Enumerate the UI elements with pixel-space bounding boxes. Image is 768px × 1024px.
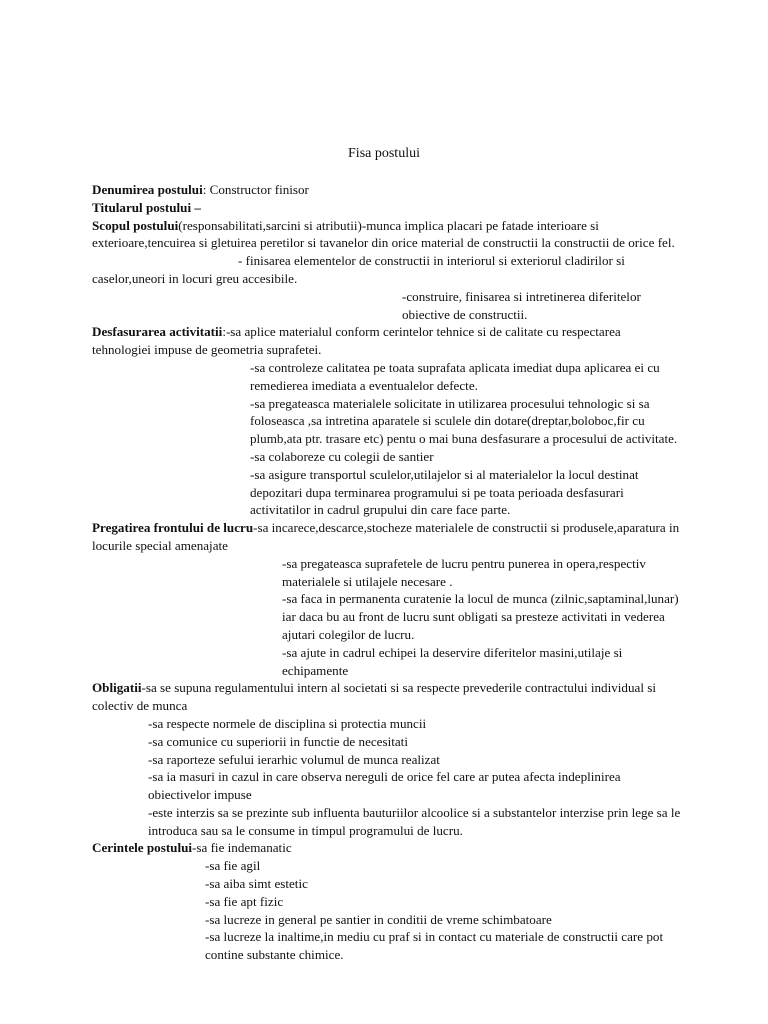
desfasurarea-line: -sa asigure transportul sculelor,utilajelor si al materialelor la locul destinat depozitari dupa terminarea programului si pe toata perioada desfasurari activitatilor in cadrul grupului din care face parte. [250, 466, 639, 518]
scopul-line: -construire, finisarea si intretinerea diferitelor obiective de constructii. [402, 288, 641, 322]
pregatirea-line: -sa incarece,descarce,stocheze materialele de constructii si produsele,aparatura in locurile special amenajate [92, 520, 680, 553]
denumire-value: : Constructor finisor [202, 182, 309, 197]
obligatii-paragraph [92, 679, 682, 715]
cerintele-line: -sa fie agil [205, 858, 261, 874]
obligatii-line: -sa respecte normele de disciplina si protectia muncii [148, 715, 427, 731]
pregatirea-line: -sa faca in permanenta curatenie la locul de munca (zilnic,saptaminal,lunar) iar daca bu au front de lucru sunt obligati sa presteze activitati in vederea ajutari colegilor de lucru. [282, 591, 679, 642]
obligatii-line: -sa raporteze sefului ierarhic volumul de munca realizat [148, 751, 440, 767]
titularul-paragraph [92, 199, 682, 217]
desfasurarea-line: :-sa aplice materialul conform cerintelor tehnice si de calitate cu respectarea tehnologiei impuse de geometria suprafetei. [92, 324, 621, 358]
desfasurarea-line: -sa colaboreze cu colegii de santier [250, 448, 434, 464]
cerintele-line: -sa aiba simt estetic [205, 876, 308, 892]
desfasurarea-line: -sa controleze calitatea pe toata suprafata aplicata imediat dupa aplicarea ei cu remedierea imediata a eventualelor defecte. [250, 359, 660, 393]
scopul-label: Scopul postului [92, 217, 179, 233]
page-title: Fisa postului [348, 146, 420, 161]
pregatirea-label: Pregatirea frontului de lucru [92, 520, 254, 536]
pregatirea-line: -sa pregateasca suprafetele de lucru pentru punerea in opera,respectiv materialele si utilajele necesare . [282, 555, 646, 589]
obligatii-line: -sa se supuna regulamentului intern al societati si sa respecte prevederile contractului individual si colectiv de munca [92, 680, 656, 714]
desfasurarea-line: -sa pregateasca materialele solicitate in utilizarea procesului tehnologic si sa foloseasca ,sa intretina aparatele si sculele din dotare(dreptar,boloboc,fir cu plumb,ata ptr. trasare etc) pentu o mai buna desfasurare a procesului de activitate. [250, 395, 678, 447]
obligatii-label: Obligatii [92, 680, 142, 696]
obligatii-line: -sa ia masuri in cazul in care observa nereguli de orice fel care ar putea afecta indeplinirea obiectivelor impuse [148, 769, 621, 803]
scopul-paragraph [92, 217, 682, 288]
denumire-label: Denumirea postului [92, 182, 203, 197]
scopul-line: - finisarea elementelor de constructii in interiorul si exteriorul cladirilor si caselor,uneori in locuri greu accesibile. [92, 253, 625, 286]
cerintele-line: -sa fie indemanatic [192, 840, 292, 856]
desfasurarea-label: Desfasurarea activitatii [92, 324, 223, 340]
obligatii-line: -este interzis sa se prezinte sub influenta bauturiilor alcoolice si a substantelor interzise prin lege sa le introduca sau sa le consume in timpul programului de lucru. [148, 804, 681, 838]
pregatirea-line: -sa ajute in cadrul echipei la deservire diferitelor masini,utilaje si echipamente [282, 644, 623, 678]
denumire-paragraph [92, 181, 682, 199]
cerintele-label: Cerintele postului [92, 840, 193, 856]
cerintele-paragraph [92, 839, 682, 857]
scopul-line: (responsabilitati,sarcini si atributii)-munca implica placari pe fatade interioare si exterioare,tencuirea si gletuirea peretilor si tavanelor din orice material de constructii la constructii de orice fel. [92, 217, 675, 251]
pregatirea-paragraph [92, 519, 682, 555]
document-body [92, 181, 682, 964]
obligatii-line: -sa comunice cu superiorii in functie de necesitati [148, 733, 408, 749]
cerintele-line: -sa lucreze in general pe santier in conditii de vreme schimbatoare [205, 911, 552, 927]
cerintele-line: -sa fie apt fizic [205, 893, 284, 909]
titularul-label: Titularul postului – [92, 199, 201, 215]
desfasurarea-paragraph [92, 323, 682, 359]
cerintele-line: -sa lucreze la inaltime,in mediu cu praf si in contact cu materiale de constructii care pot contine substante chimice. [205, 929, 664, 963]
